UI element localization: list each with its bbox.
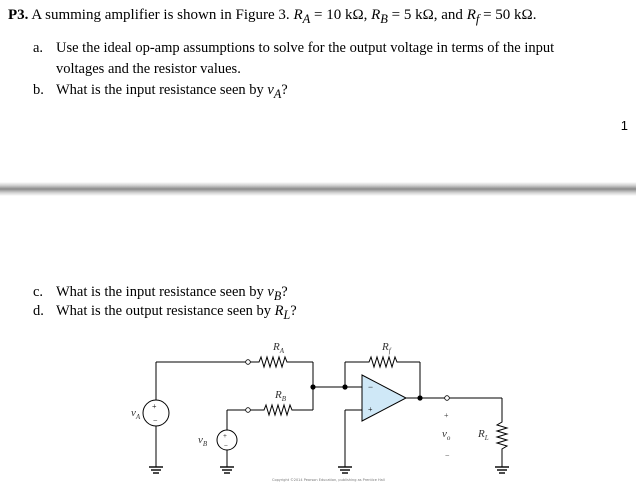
question-d-sub: L [283, 307, 291, 322]
terminal-vo [445, 396, 450, 401]
ra-value: = 10 kΩ, [310, 7, 368, 23]
source-va-plus: + [152, 402, 157, 411]
junction-output [417, 395, 422, 400]
question-d-letter: d. [33, 303, 44, 319]
rf-symbol: R [466, 7, 476, 23]
label-vo: $v_o$ [442, 428, 451, 442]
problem-number: P3. [8, 7, 29, 23]
figure-credit: Copyright ©2014 Pearson Education, publishing as Prentice Hall [272, 478, 385, 482]
label-rb: $R_B$ [275, 389, 287, 403]
question-c-sub: B [273, 288, 282, 303]
question-a-line1: Use the ideal op-amp assumptions to solve for the output voltage in terms of the input [56, 40, 555, 56]
junction-fb [342, 384, 347, 389]
resistor-rb [248, 405, 313, 415]
question-c-end: ? [281, 284, 288, 300]
question-d-text: What is the output resistance seen by [56, 303, 272, 319]
vo-minus: − [445, 451, 450, 460]
source-vb-plus: + [223, 432, 227, 440]
question-b-end: ? [281, 82, 288, 98]
opamp-minus: − [368, 382, 374, 392]
rf-subscript: f [475, 12, 480, 26]
question-c-var: v [267, 284, 274, 300]
opamp-plus: + [368, 405, 373, 414]
question-b-letter: b. [33, 82, 44, 98]
ground-vb [220, 467, 234, 473]
rb-value: = 5 kΩ, and [387, 7, 463, 23]
resistor-ra [248, 357, 300, 367]
ground-rl [495, 467, 509, 473]
label-va: $v_A$ [131, 407, 141, 421]
vo-plus: + [444, 411, 449, 420]
resistor-rf [362, 357, 405, 367]
rb-subscript: B [380, 12, 388, 26]
label-rf: $R_f$ [382, 341, 391, 355]
question-d-var: R [274, 303, 284, 319]
ground-noninv [338, 467, 352, 473]
ra-symbol: R [293, 7, 303, 23]
source-va-minus: − [153, 416, 158, 425]
terminal-ra [246, 360, 251, 365]
rf-value: = 50 kΩ. [479, 7, 537, 23]
question-b-sub: A [273, 86, 282, 101]
question-a-line2: voltages and the resistor values. [56, 61, 241, 77]
question-b-var: v [267, 82, 274, 98]
question-b-text: What is the input resistance seen by [56, 82, 264, 98]
question-d-end: ? [290, 303, 297, 319]
question-c-text: What is the input resistance seen by [56, 284, 264, 300]
label-rl: $R_L$ [478, 428, 489, 442]
problem-intro: A summing amplifier is shown in Figure 3. [31, 7, 290, 23]
label-vb: $v_B$ [198, 434, 208, 448]
terminal-rb [246, 408, 251, 413]
rb-symbol: R [371, 7, 381, 23]
ra-subscript: A [302, 12, 311, 26]
page-number: 1 [620, 118, 628, 133]
source-vb-minus: − [224, 442, 228, 450]
ground-va [149, 467, 163, 473]
question-a-letter: a. [33, 40, 44, 56]
resistor-rl [497, 418, 507, 467]
label-ra: $R_A$ [273, 341, 285, 355]
junction-sum [310, 384, 315, 389]
question-c-letter: c. [33, 284, 44, 300]
